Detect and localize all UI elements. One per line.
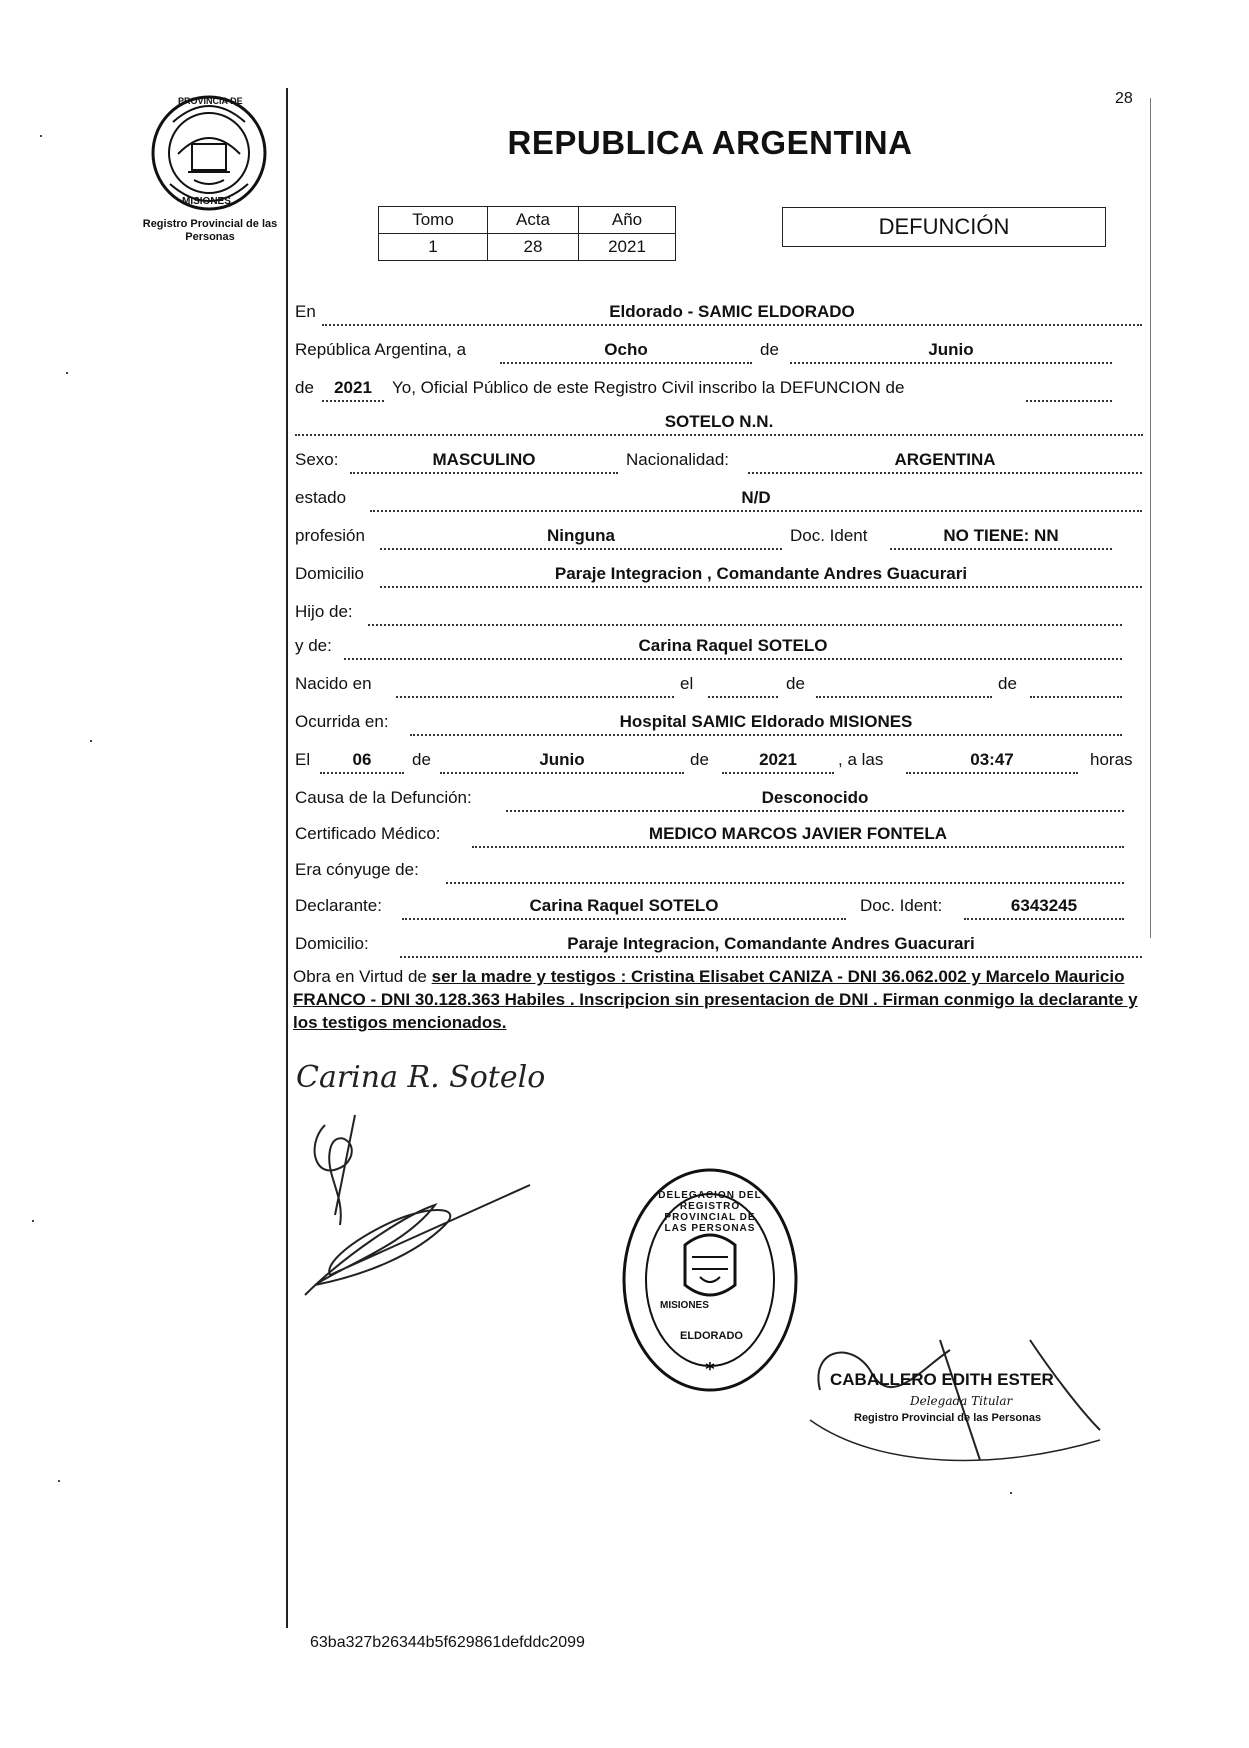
sexo-label: Sexo: <box>295 450 339 469</box>
domicilio-label: Domicilio <box>295 564 364 583</box>
el-label: El <box>295 750 311 769</box>
lugar-field: Eldorado - SAMIC ELDORADO <box>322 300 1142 326</box>
nacido-lugar-field <box>396 672 674 698</box>
en-label: En <box>295 302 316 321</box>
nacido-label: Nacido en <box>295 674 372 693</box>
seal-text-bottom: MISIONES <box>182 196 231 207</box>
mes-field: Junio <box>790 338 1112 364</box>
yde-field: Carina Raquel SOTELO <box>344 634 1122 660</box>
scan-speck <box>66 372 68 374</box>
nacido-el-label: el <box>680 674 694 693</box>
hijo-field <box>368 600 1122 626</box>
horas-label: horas <box>1090 750 1133 769</box>
estado-label: estado <box>295 488 347 507</box>
nacido-de2-label: de <box>998 674 1017 693</box>
officer-role: Delegada Titular <box>910 1394 1013 1408</box>
doc-ident-field: NO TIENE: NN <box>890 524 1112 550</box>
el-dia-field: 06 <box>320 748 404 774</box>
page-title: REPUBLICA ARGENTINA <box>507 124 913 161</box>
hora-field: 03:47 <box>906 748 1078 774</box>
nacido-mes-field <box>816 672 992 698</box>
ref-header-acta: Acta <box>488 207 579 234</box>
nombre-field: SOTELO N.N. <box>295 410 1143 436</box>
de2-label: de <box>295 378 314 397</box>
nacido-anio-field <box>1030 672 1122 698</box>
ref-header-anio: Año <box>579 207 676 234</box>
declarante-field: Carina Raquel SOTELO <box>402 894 846 920</box>
scan-speck <box>1010 1492 1012 1494</box>
document-hash: 63ba327b26344b5f629861defddc2099 <box>310 1634 585 1651</box>
act-type-box: DEFUNCIÓN <box>782 207 1106 247</box>
el-mes-field: Junio <box>440 748 684 774</box>
conyuge-label: Era cónyuge de: <box>295 860 419 879</box>
anio-field: 2021 <box>322 376 384 402</box>
hijo-label: Hijo de: <box>295 602 353 621</box>
declarant-signature <box>285 1105 545 1310</box>
obra-prefix: Obra en Virtud de <box>293 967 427 986</box>
rep-label: República Argentina, a <box>295 340 467 359</box>
seal-text-top: PROVINCIA DE <box>178 96 243 106</box>
decl-doc-field: 6343245 <box>964 894 1124 920</box>
conyuge-field <box>446 858 1124 884</box>
el-de2-label: de <box>690 750 709 769</box>
ref-value-anio: 2021 <box>579 234 676 261</box>
scan-speck <box>58 1480 60 1482</box>
nacido-dia-field <box>708 672 778 698</box>
ref-value-tomo: 1 <box>379 234 488 261</box>
page-number: 28 <box>1115 90 1133 107</box>
officer-name: CABALLERO EDITH ESTER <box>830 1370 1054 1389</box>
domicilio2-label: Domicilio: <box>295 934 369 953</box>
certificado-label: Certificado Médico: <box>295 824 441 843</box>
certificado-field: MEDICO MARCOS JAVIER FONTELA <box>472 822 1124 848</box>
nacionalidad-field: ARGENTINA <box>748 448 1142 474</box>
causa-field: Desconocido <box>506 786 1124 812</box>
ocurrida-label: Ocurrida en: <box>295 712 389 731</box>
estado-field: N/D <box>370 486 1142 512</box>
domicilio2-field: Paraje Integracion, Comandante Andres Guacurari <box>400 932 1142 958</box>
el-de-label: de <box>412 750 431 769</box>
stamp-ring-text: DELEGACION DEL REGISTRO PROVINCIAL DE LAS PERSONAS <box>658 1190 762 1234</box>
de-label: de <box>760 340 779 359</box>
registry-name: Registro Provincial de las Personas <box>142 218 278 243</box>
profesion-field: Ninguna <box>380 524 782 550</box>
ref-header-tomo: Tomo <box>379 207 488 234</box>
ocurrida-field: Hospital SAMIC Eldorado MISIONES <box>410 710 1122 736</box>
yde-label: y de: <box>295 636 332 655</box>
stamp-inner-text2: MISIONES <box>660 1300 709 1311</box>
nacionalidad-label: Nacionalidad: <box>626 450 730 469</box>
declarante-label: Declarante: <box>295 896 382 915</box>
ref-value-acta: 28 <box>488 234 579 261</box>
stamp-inner-text: ELDORADO <box>680 1330 743 1342</box>
svg-text:*: * <box>705 1359 715 1380</box>
decl-doc-label: Doc. Ident: <box>860 896 943 915</box>
handwritten-name: Carina R. Sotelo <box>296 1060 546 1095</box>
alas-label: , a las <box>838 750 884 769</box>
profesion-label: profesión <box>295 526 365 545</box>
scan-speck <box>90 740 92 742</box>
scan-speck <box>32 1220 34 1222</box>
left-margin-line <box>286 88 288 1628</box>
right-margin-line <box>1150 98 1151 938</box>
scan-speck <box>40 135 42 137</box>
el-anio-field: 2021 <box>722 748 834 774</box>
officer-registry: Registro Provincial de las Personas <box>854 1412 1042 1424</box>
inscribo-text: Yo, Oficial Público de este Registro Civil inscribo la DEFUNCION de <box>392 378 905 397</box>
doc-ident-label: Doc. Ident <box>790 526 868 545</box>
inscribo-blank <box>1026 376 1112 402</box>
causa-label: Causa de la Defunción: <box>295 788 472 807</box>
dia-field: Ocho <box>500 338 752 364</box>
sexo-field: MASCULINO <box>350 448 618 474</box>
obra-paragraph <box>293 965 1143 1034</box>
obra-text: ser la madre y testigos : Cristina Elisabet CANIZA - DNI 36.062.002 y Marcelo Mauricio FRANCO - DNI 30.128.363 Habiles . Inscripcion sin presentacion de DNI . Firman conmigo la declarante y los testigos mencionados. <box>293 967 1138 1032</box>
domicilio-field: Paraje Integracion , Comandante Andres Guacurari <box>380 562 1142 588</box>
nacido-de-label: de <box>786 674 805 693</box>
reference-table <box>378 206 676 261</box>
